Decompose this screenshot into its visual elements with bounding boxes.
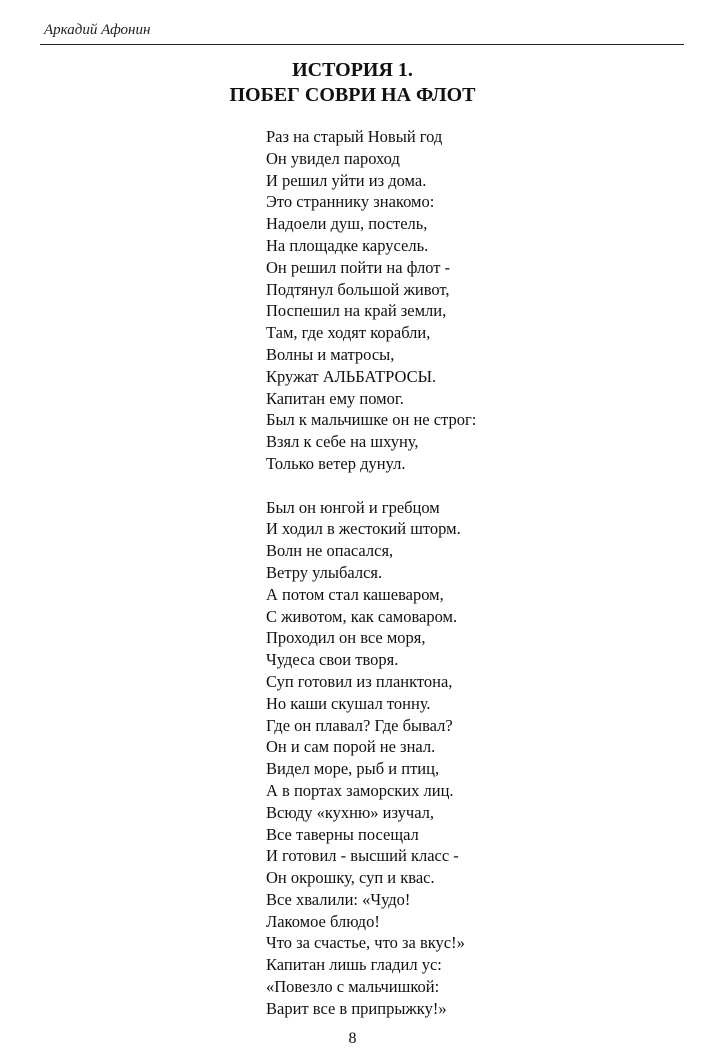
- chapter-title-line-2: ПОБЕГ СОВРИ НА ФЛОТ: [229, 84, 476, 106]
- poem-line: Он решил пойти на флот -: [266, 257, 451, 277]
- poem-line: Был он юнгой и гребцом: [266, 497, 440, 517]
- poem-line: Но каши скушал тонну.: [266, 693, 431, 713]
- poem-line: Он увидел пароход: [266, 148, 400, 168]
- poem-line: «Повезло с мальчишкой:: [266, 977, 440, 997]
- poem-line: Все хвалили: «Чудо!: [266, 889, 411, 909]
- poem-line: Поспешил на край земли,: [266, 301, 447, 321]
- poem-line: Ветру улыбался.: [266, 562, 383, 582]
- poem-line: Видел море, рыб и птиц,: [266, 759, 440, 779]
- poem-line: Капитан ему помог.: [266, 388, 404, 408]
- chapter-title: [0, 58, 705, 108]
- poem-line: Где он плавал? Где бывал?: [266, 715, 453, 735]
- poem-line: Надоели душ, постель,: [266, 214, 428, 234]
- poem-line: И готовил - высший класс -: [266, 846, 459, 866]
- poem-line: Он окрошку, суп и квас.: [266, 868, 435, 888]
- poem-line: Лакомое блюдо!: [266, 911, 380, 931]
- stanza-2: [266, 497, 476, 1020]
- poem-line: Проходил он все моря,: [266, 628, 426, 648]
- poem-line: Варит все в припрыжку!»: [266, 998, 447, 1018]
- poem-line: Всюду «кухню» изучал,: [266, 802, 435, 822]
- poem-line: А потом стал кашеваром,: [266, 584, 444, 604]
- page-number: 8: [348, 1030, 357, 1047]
- poem-line: Подтянул большой живот,: [266, 279, 450, 299]
- poem-line: На площадке карусель.: [266, 235, 429, 255]
- poem-line: Кружат АЛЬБАТРОСЫ.: [266, 366, 437, 386]
- poem-line: Капитан лишь гладил ус:: [266, 955, 442, 975]
- poem-line: Все таверны посещал: [266, 824, 419, 844]
- poem-line: Он и сам порой не знал.: [266, 737, 436, 757]
- poem-line: Волны и матросы,: [266, 344, 395, 364]
- stanza-1: [266, 126, 476, 475]
- poem-line: И ходил в жестокий шторм.: [266, 519, 461, 539]
- poem-line: Что за счастье, что за вкус!»: [266, 933, 465, 953]
- poem-line: Это страннику знакомо:: [266, 192, 435, 212]
- poem-line: Взял к себе на шхуну,: [266, 432, 419, 452]
- poem-line: Там, где ходят корабли,: [266, 323, 431, 343]
- stanza-break: [266, 475, 476, 497]
- poem: [266, 126, 476, 1020]
- poem-line: Был к мальчишке он не строг:: [266, 410, 477, 430]
- poem-line: Чудеса свои творя.: [266, 650, 399, 670]
- poem-line: И решил уйти из дома.: [266, 170, 427, 190]
- poem-line: Только ветер дунул.: [266, 453, 406, 473]
- poem-line: А в портах заморских лиц.: [266, 780, 454, 800]
- header-rule: [40, 44, 684, 45]
- chapter-title-line-1: ИСТОРИЯ 1.: [292, 59, 413, 81]
- poem-line: С животом, как самоваром.: [266, 606, 458, 626]
- running-header-author: Аркадий Афонин: [44, 22, 151, 38]
- poem-line: Суп готовил из планктона,: [266, 671, 453, 691]
- poem-line: Раз на старый Новый год: [266, 127, 443, 146]
- poem-line: Волн не опасался,: [266, 541, 394, 561]
